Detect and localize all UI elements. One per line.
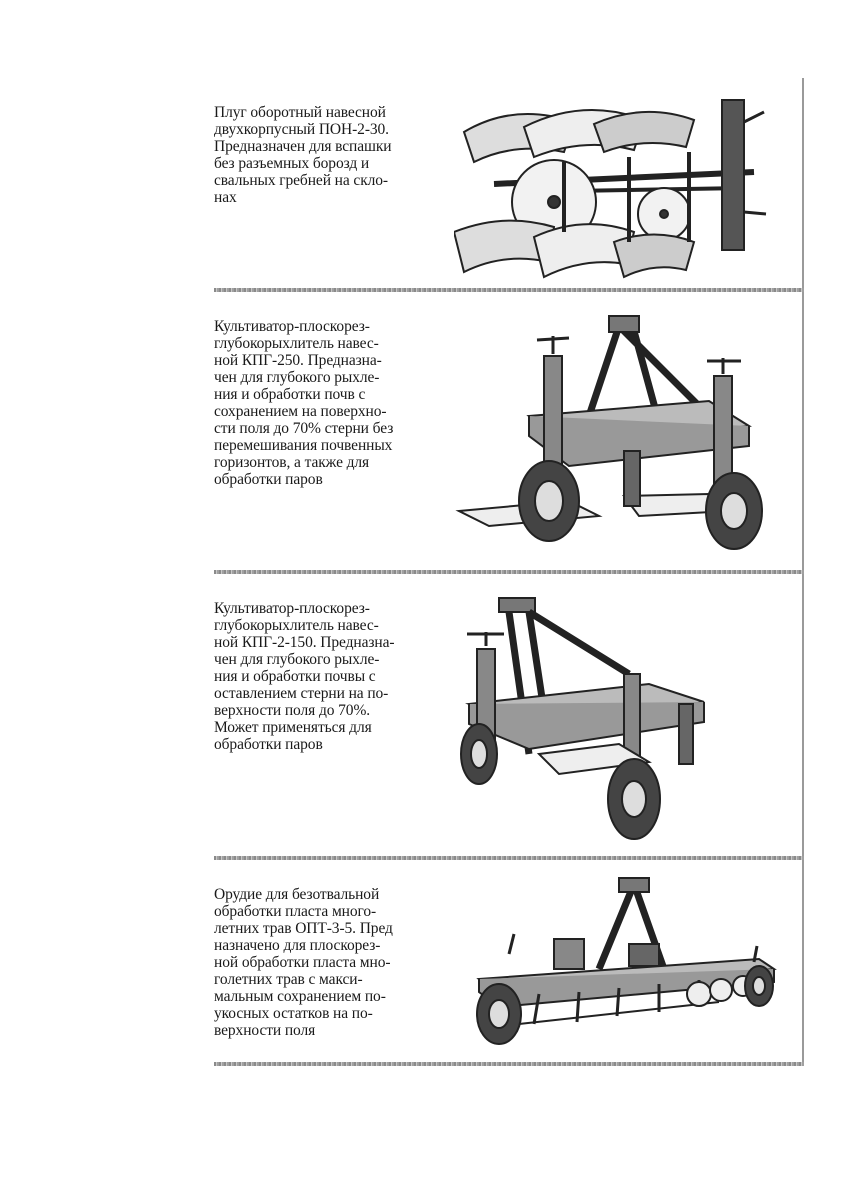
item-description: Культиватор-плоскорез- глубокорыхлитель навес- ной КПГ-250. Предназна- чен для глубокого рыхле- ния и обработки почв с сохранением на поверхно- сти поля до 70% стерни без перемешивания почвенных горизонтов, а также для обработки паров [214,318,394,488]
divider [214,1062,804,1066]
cultivator-icon [449,306,779,566]
item-description: Плуг оборотный навесной двухкорпусный ПОН-2-30. Предназначен для вспашки без разъемных борозд и свальных гребней на скло- нах [214,104,392,206]
item-plough [214,78,802,292]
item-cultivator-kpg-250 [214,292,802,574]
page-frame [214,78,804,1066]
sod-tiller-icon [459,874,789,1054]
cultivator-small-icon [449,584,719,846]
item-description: Орудие для безотвальной обработки пласта много- летних трав ОПТ-3-5. Пред назначено для плоскорез- ной обработки пласта мно- голетних трав с макси- мальным сохранением по- укосных остатков на по- верхности поля [214,886,393,1039]
item-cultivator-kpg-2-150 [214,574,802,860]
item-sod-tiller-opt-3-5 [214,860,802,1066]
plough-icon [454,92,774,284]
item-description: Культиватор-плоскорез- глубокорыхлитель навес- ной КПГ-2-150. Предназна- чен для глубокого рыхле- ния и обработки почвы с оставлением стерни на по- верхности поля до 70%. Может применяться для обработки паров [214,600,395,753]
